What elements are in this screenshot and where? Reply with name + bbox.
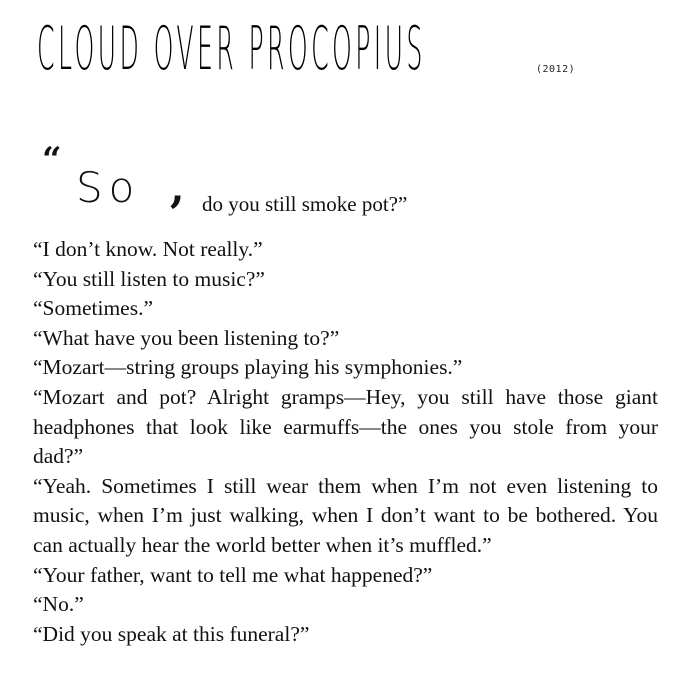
dialogue-line: “No.” <box>33 592 84 617</box>
dialogue-line: “You still listen to music?” <box>33 266 265 291</box>
dialogue-line: “I don’t know. Not really.” <box>33 237 263 261</box>
open-quote-mark: “ <box>42 140 62 180</box>
dialogue-line: “Mozart—string groups playing his symphonies.” <box>33 355 463 380</box>
dialogue-line: “Mozart and pot? Alright gramps—Hey, you still have those giant headphones that look like earmuffs—the ones you stole from your dad?” <box>33 384 658 469</box>
dialogue-line: “Sometimes.” <box>33 296 154 321</box>
drop-cap-word: So <box>76 163 141 212</box>
opening-line <box>42 140 642 230</box>
dialogue-line: “Your father, want to tell me what happened?” <box>33 562 433 587</box>
opening-line-text: do you still smoke pot?” <box>202 192 408 216</box>
dialogue-line: “Yeah. Sometimes I still wear them when I’m not even listening to music, when I’m just walking, when I don’t want to be bothered. You can actually hear the world better when it’s muffled.” <box>33 473 658 557</box>
publication-year: (2012) <box>536 64 576 75</box>
dialogue-line: “What have you been listening to?” <box>33 325 340 350</box>
drop-cap-comma: , <box>170 163 185 212</box>
dialogue-body <box>33 235 658 649</box>
page-title: CLOUD OVER PROCOPIUS <box>37 14 426 84</box>
dialogue-line: “Did you speak at this funeral?” <box>33 621 310 646</box>
